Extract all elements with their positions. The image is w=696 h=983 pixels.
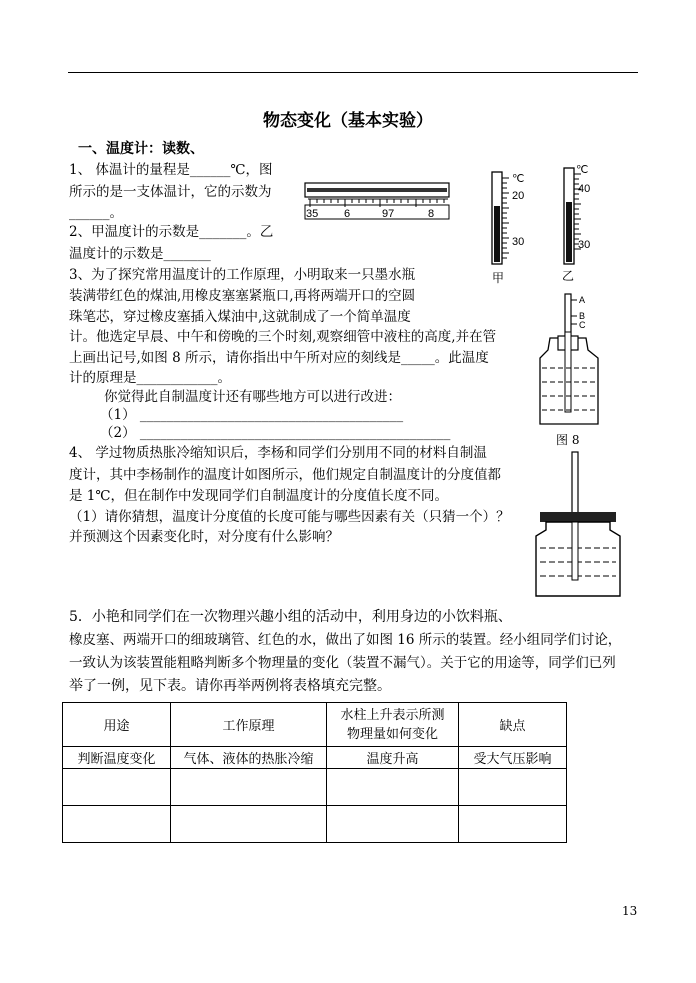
q4-line2: 度计，其中李杨制作的温度计如图所示，他们规定自制温度计的分度值都 bbox=[69, 467, 501, 483]
q3-line1: 3、为了探究常用温度计的工作原理，小明取来一只墨水瓶 bbox=[69, 267, 416, 283]
blank-cell[interactable] bbox=[327, 806, 459, 843]
section-heading: 一、温度计：读数、 bbox=[78, 141, 204, 157]
jia-unit: ℃ bbox=[512, 173, 525, 185]
table-row-empty bbox=[63, 769, 567, 806]
header-change-line1: 水柱上升表示所测 bbox=[340, 707, 445, 723]
q3-line3: 珠笔芯，穿过橡皮塞插入煤油中,这就制成了一个简单温度 bbox=[69, 309, 411, 325]
blank-cell[interactable] bbox=[459, 806, 567, 843]
thermometer-yi-figure bbox=[552, 162, 612, 288]
q3-line4: 计。他选定早晨、中午和傍晚的三个时刻,观察细管中液柱的高度,并在管 bbox=[69, 329, 497, 345]
blank-cell[interactable] bbox=[327, 769, 459, 806]
blank-cell[interactable] bbox=[63, 806, 171, 843]
q3-line2: 装满带红色的煤油,用橡皮塞塞紧瓶口,再将两端开口的空圆 bbox=[69, 288, 416, 304]
row1-change: 温度升高 bbox=[327, 747, 459, 769]
q3-line6: 计的原理是____________。 bbox=[69, 370, 231, 386]
figure8-caption: 图 8 bbox=[556, 433, 580, 447]
jia-label-30: 30 bbox=[512, 236, 525, 248]
blank-cell[interactable] bbox=[171, 769, 327, 806]
clinical-tick-35: 35 bbox=[306, 208, 319, 220]
q5-line1: 5．小艳和同学们在一次物理兴趣小组的活动中，利用身边的小饮料瓶、 bbox=[69, 609, 512, 625]
q2-line2: 温度计的示数是_______ bbox=[69, 246, 211, 262]
yi-label-40: 40 bbox=[578, 183, 591, 195]
jia-label-20: 20 bbox=[512, 190, 525, 202]
q2-line1: 2、甲温度计的示数是_______。乙 bbox=[69, 224, 274, 240]
row1-drawback: 受大气压影响 bbox=[459, 747, 567, 769]
q4-line3: 是 1℃，但在制作中发现同学们自制温度计的分度值长度不同。 bbox=[69, 488, 448, 504]
row1-use: 判断温度变化 bbox=[63, 747, 171, 769]
q5-line3: 一致认为该装置能粗略判断多个物理量的变化（装置不漏气）。关于它的用途等，同学们已列 bbox=[69, 655, 616, 671]
q3-line7: 你觉得此自制温度计还有哪些地方可以进行改进： bbox=[104, 389, 401, 405]
thermometer-jia-figure bbox=[478, 168, 538, 286]
q3-item1: （1） _______________________________________ bbox=[100, 407, 404, 423]
q1-line1: 1、 体温计的量程是______℃，图 bbox=[69, 162, 273, 178]
clinical-tick-97: 97 bbox=[382, 208, 395, 220]
q3-item2: （2） ______________________________________________ bbox=[100, 425, 451, 441]
table-row bbox=[63, 747, 567, 769]
q4-line1: 4、 学过物质热胀冷缩知识后，李杨和同学们分别用不同的材料自制温 bbox=[69, 445, 487, 461]
mark-c: C bbox=[579, 320, 586, 330]
clinical-tick-8: 8 bbox=[428, 208, 435, 220]
table-row-empty bbox=[63, 806, 567, 843]
q4-line5: 并预测这个因素变化时，对分度有什么影响？ bbox=[69, 529, 339, 545]
q3-line5: 上画出记号,如图 8 所示，请你指出中午所对应的刻线是_____。此温度 bbox=[69, 350, 489, 366]
clinical-tick-6: 6 bbox=[344, 208, 351, 220]
figure8-ink-bottle bbox=[536, 292, 626, 452]
page-title: 物态变化（基本实验） bbox=[263, 111, 433, 131]
mark-a: A bbox=[579, 295, 586, 305]
yi-unit: ℃ bbox=[576, 164, 589, 176]
jia-caption: 甲 bbox=[492, 271, 505, 285]
blank-cell[interactable] bbox=[63, 769, 171, 806]
q5-line4: 举了一例，见下表。请你再举两例将表格填充完整。 bbox=[69, 678, 391, 694]
header-change-line2: 物理量如何变化 bbox=[346, 726, 438, 742]
clinical-thermometer-figure bbox=[304, 180, 452, 222]
experiment-table bbox=[62, 702, 567, 843]
page-number: 13 bbox=[622, 904, 638, 918]
blank-cell[interactable] bbox=[459, 769, 567, 806]
header-rule bbox=[68, 72, 638, 73]
row1-principle: 气体、液体的热胀冷缩 bbox=[171, 747, 327, 769]
q1-line2: 所示的是一支体温计，它的示数为 bbox=[69, 184, 272, 200]
q5-line2: 橡皮塞、两端开口的细玻璃管、红色的水，做出了如图 16 所示的装置。经小组同学们讨论， bbox=[69, 632, 622, 648]
header-use: 用途 bbox=[63, 703, 171, 747]
q4-line4: （1）请你猜想，温度计分度值的长度可能与哪些因素有关（只猜一个）？ bbox=[69, 509, 510, 525]
header-drawback: 缺点 bbox=[459, 703, 567, 747]
mark-b: B bbox=[579, 311, 586, 321]
yi-label-30: 30 bbox=[578, 239, 591, 251]
q4-jar-thermometer bbox=[532, 450, 632, 600]
blank-cell[interactable] bbox=[171, 806, 327, 843]
yi-caption: 乙 bbox=[562, 269, 575, 283]
header-principle: 工作原理 bbox=[171, 703, 327, 747]
q1-line3: ______。 bbox=[69, 205, 123, 221]
header-change bbox=[327, 703, 459, 747]
